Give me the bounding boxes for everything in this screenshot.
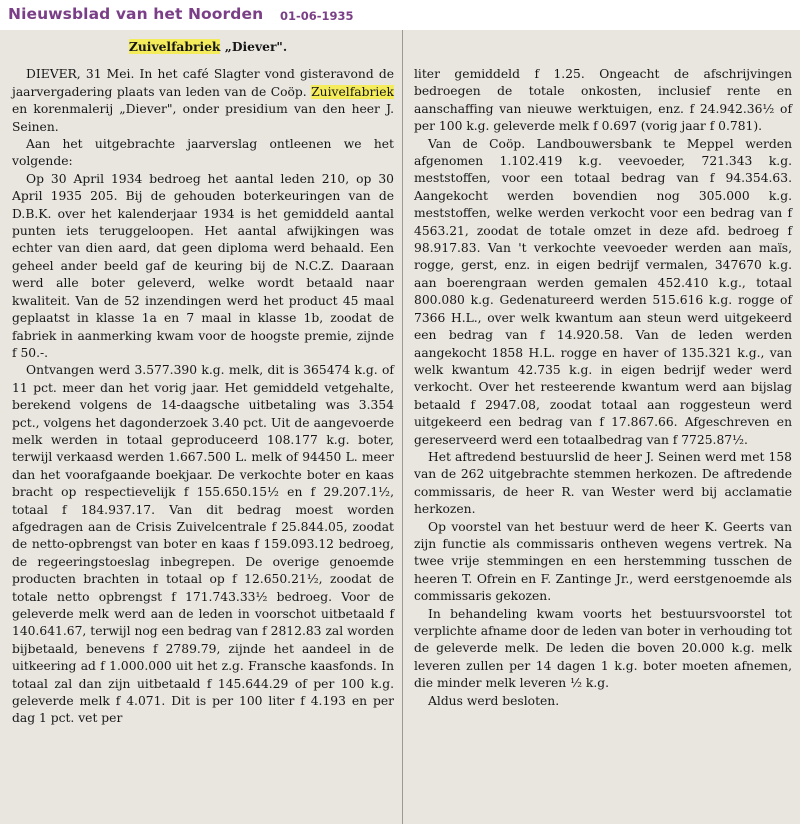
paragraph-milk-revenue: Ontvangen werd 3.577.390 k.g. melk, dit is 365474 k.g. of 11 pct. meer dan het vorig jaar. Het gemiddeld vetgehalte, berekend volgens de 14-daagsche uitbetaling was 3.354 pct., volgens het dagonderzoek 3.40 pct. Uit de aangevoerde melk werden in totaal geproduceerd 108.177 k.g. boter, terwijl verkaasd werden 1.667.500 L. melk of 94450 L. meer dan het voorafgaande boekjaar. De verkochte boter en kaas bracht op respectievelijk f 155.650.15½ en f 29.207.1½, totaal f 184.937.17. Van dit bedrag moest worden afgedragen aan de Crisis Zuivelcentrale f 25.844.05, zoodat de netto-opbrengst van boter en kaas f 159.093.12 bedroeg, de regeeringstoeslag inbegrepen. De overige genoemde producten brachten in totaal op f 12.650.21½, zoodat de totale netto opbrengst f 171.743.33½ bedroeg. Voor de geleverde melk werd aan de leden in voorschot uitbetaald f 140.641.67, terwijl nog een bedrag van f 2812.83 zal worden bijbetaald, benevens f 2789.79, zijnde het aandeel in de uitkeering ad f 1.000.000 uit het z.g. Fransche kaasfonds. In totaal zal dan zijn uitbetaald f 145.644.29 of per 100 k.g. geleverde melk f 4.071. Dit is per 100 liter f 4.193 en per dag 1 pct. vet per xyxy=(12,363,394,726)
masthead xyxy=(0,0,800,30)
paragraph-membership: Op 30 April 1934 bedroeg het aantal leden 210, op 30 April 1935 205. Bij de gehouden boterkeuringen van de D.B.K. over het kalenderjaar 1934 is het gemiddeld aantal punten iets teruggeloopen. Het aantal afwijkingen was echter van dien aard, dat geen diploma werd behaald. Een geheel ander beeld gaf de keuring bij de N.C.Z. Daaraan werd alle boter geleverd, welke wordt betaald naar kwaliteit. Van de 52 inzendingen werd het product 45 maal geplaatst in klasse 1a en 7 maal in klasse 1b, zoodat de fabriek in aanmerking kwam voor de hoogste premie, zijnde f 50.-. xyxy=(12,171,394,360)
publication-date: 01-06-1935 xyxy=(280,9,354,23)
intro-text-end: en korenmalerij „Diever", onder presidium van den heer J. Seinen. xyxy=(12,102,394,134)
intro-text-start: DIEVER, 31 Mei. In het café Slagter vond gisteravond de jaarvergadering plaats van leden van de Coöp. xyxy=(12,67,394,99)
paragraph-board-election: Het aftredend bestuurslid de heer J. Seinen werd met 158 van de 262 uitgebrachte stemmen herkozen. De aftredende commissaris, de heer R. van Wester werd bij acclamatie herkozen. xyxy=(414,449,792,517)
newspaper-name: Nieuwsblad van het Noorden xyxy=(8,5,264,23)
paragraph-butter-proposal: In behandeling kwam voorts het bestuursvoorstel tot verplichte afname door de leden van boter in verhouding tot de geleverde melk. De leden die boven 20.000 k.g. melk leveren zullen per 14 dagen 1 k.g. boter moeten afnemen, die minder melk leveren ½ k.g. xyxy=(414,606,792,691)
paragraph-landbouwersbank: Van de Coöp. Landbouwersbank te Meppel werden afgenomen 1.102.419 k.g. veevoeder, 721.343 k.g. meststoffen, voor een totaal bedrag van f 94.354.63. Aangekocht werden bovendien nog 305.000 k.g. meststoffen, welke werden verkocht voor een bedrag van f 4563.21, zoodat de totale omzet in deze afd. bedroeg f 98.917.83. Van 't verkochte veevoeder werden aan maïs, rogge, gerst, enz. in eigen bedrijf vermalen, 347670 k.g. aan boerengraan werden gemalen 452.410 k.g., totaal 800.080 k.g. Gedenatureerd werden 515.616 k.g. rogge of 7366 H.L., over welk kwantum aan steun werd uitgekeerd een bedrag van f 14.920.58. Van de leden werden aangekocht 1858 H.L. rogge en haver of 135.321 k.g., van welk kwantum 42.735 k.g. in eigen bedrijf weder werd verkocht. Over het resteerende kwantum werd aan bijslag betaald f 2947.08, zoodat totaal aan roggesteun werd uitgekeerd een bedrag van f 17.867.66. Afgeschreven en gereserveerd werd een totaalbedrag van f 7725.87½. xyxy=(414,136,792,447)
title-remainder: „Diever". xyxy=(220,39,288,54)
paragraph-intro xyxy=(12,66,394,136)
paragraph-commissioner: Op voorstel van het bestuur werd de heer K. Geerts van zijn functie als commissaris ontheven wegens vertrek. Na twee vrije stemmingen en een herstemming tusschen de heeren T. Ofrein en F. Zantinge Jr., werd eerstgenoemde als commissaris gekozen. xyxy=(414,519,792,604)
article-title xyxy=(12,38,394,55)
newspaper-clipping xyxy=(0,30,800,824)
paragraph-costs: liter gemiddeld f 1.25. Ongeacht de afschrijvingen bedroegen de totale onkosten, inclusief rente en aanschaffing van nieuwe werktuigen, enz. f 24.942.36½ of per 100 k.g. geleverde melk f 0.697 (vorig jaar f 0.781). xyxy=(414,67,792,134)
title-highlighted-keyword: Zuivelfabriek xyxy=(128,39,221,54)
paragraph-conclusion: Aldus werd besloten. xyxy=(428,693,560,708)
highlighted-keyword: Zuivelfabriek xyxy=(311,84,394,99)
column-divider xyxy=(402,30,403,824)
article-column-left xyxy=(12,38,394,728)
article-column-right xyxy=(414,66,792,710)
paragraph-annual-report: Aan het uitgebrachte jaarverslag ontleenen we het volgende: xyxy=(12,137,394,169)
